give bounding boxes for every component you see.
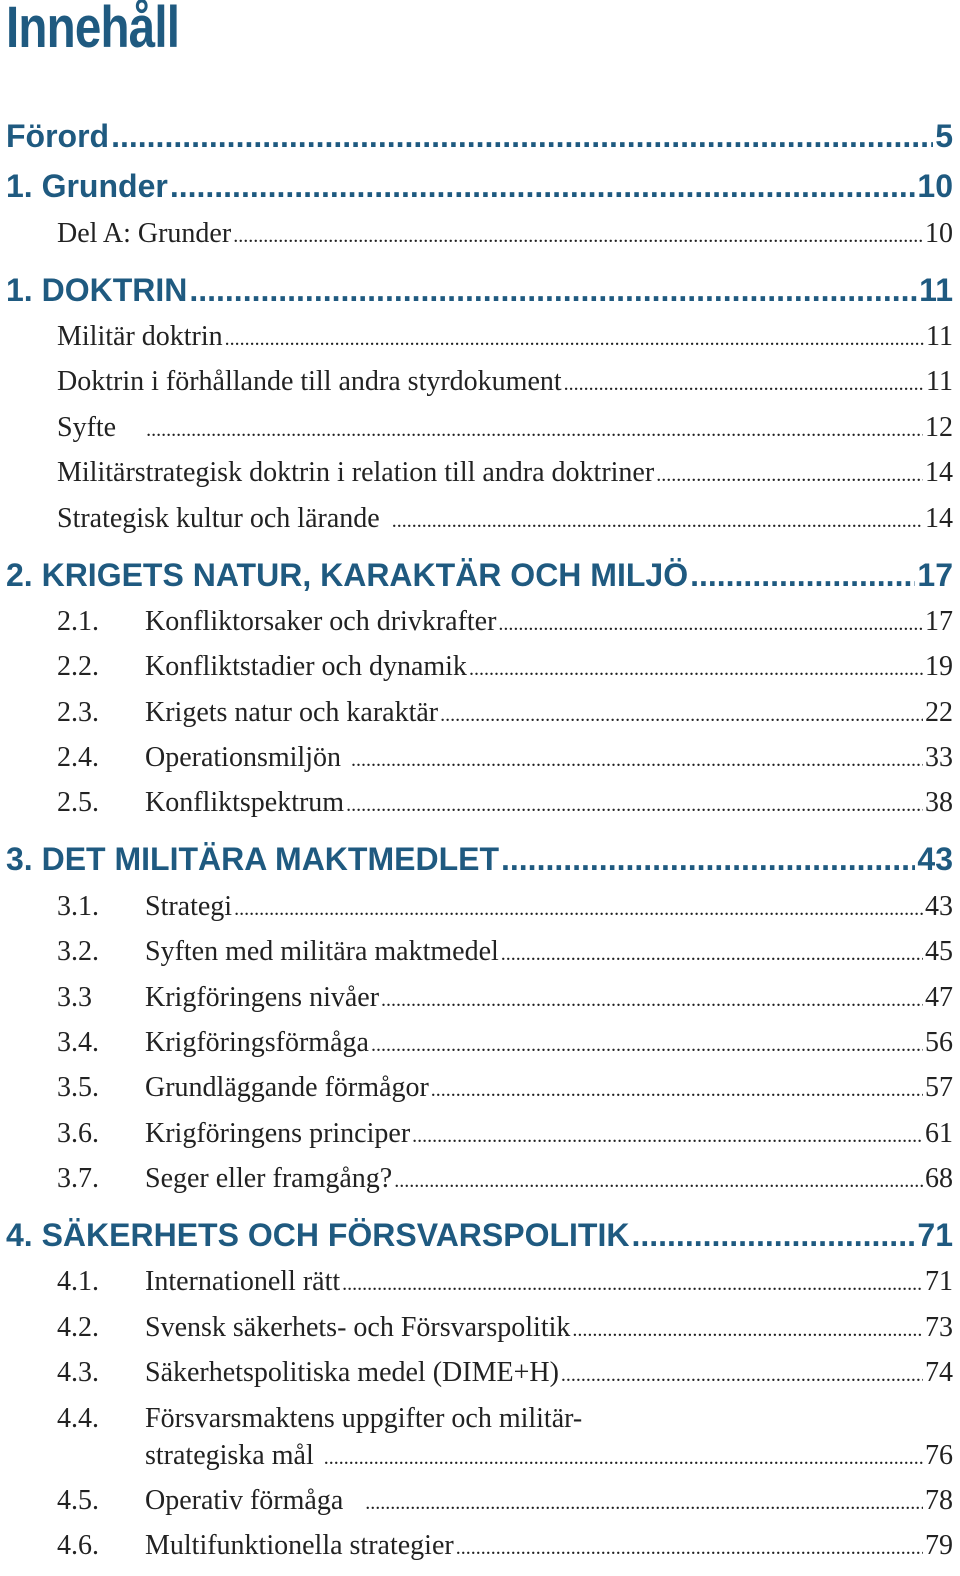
toc-entry-label: 1. Grunder [6, 168, 168, 204]
toc-entry-label: Säkerhetspolitiska medel (DIME+H) [145, 1357, 559, 1388]
dot-leader [371, 1034, 923, 1057]
section-number: 3.4. [57, 1027, 99, 1058]
toc-entry-label: Internationell rätt [145, 1266, 341, 1297]
toc-chapter-doktrin[interactable] [6, 272, 953, 309]
dot-leader [365, 1492, 923, 1515]
dot-leader [146, 419, 923, 442]
dot-leader [324, 1447, 923, 1470]
dot-leader [225, 328, 924, 351]
section-number: 2.4. [57, 742, 99, 773]
toc-entry[interactable] [57, 651, 953, 683]
section-number: 2.2. [57, 651, 99, 682]
toc-page-number: 45 [925, 936, 953, 967]
toc-entry[interactable] [57, 412, 953, 444]
toc-page-number: 76 [925, 1440, 953, 1471]
toc-entry-label: Syfte [57, 412, 117, 443]
toc-entry[interactable] [57, 1530, 953, 1562]
section-number: 4.2. [57, 1312, 99, 1343]
toc-entry-foreword[interactable] [6, 118, 953, 155]
page-title: Innehåll [6, 0, 180, 60]
dot-leader [189, 272, 917, 309]
toc-entry[interactable] [57, 1072, 953, 1104]
dot-leader [233, 225, 923, 248]
dot-leader [440, 704, 923, 727]
toc-entry[interactable] [57, 742, 953, 774]
dot-leader [111, 118, 933, 155]
toc-page-number: 33 [925, 742, 953, 773]
toc-entry-label: Förord [6, 118, 110, 154]
toc-entry-label: Grundläggande förmågor [145, 1072, 429, 1103]
dot-leader [564, 373, 924, 396]
toc-entry[interactable] [57, 1027, 953, 1059]
dot-leader [431, 1079, 923, 1102]
toc-entry[interactable] [57, 1357, 953, 1389]
toc-entry-label: Del A: Grunder [57, 218, 232, 249]
toc-page-number: 14 [925, 457, 953, 488]
dot-leader [501, 841, 915, 878]
toc-entry[interactable] [57, 982, 953, 1014]
toc-page-number: 43 [925, 891, 953, 922]
toc-entry[interactable] [57, 936, 953, 968]
section-number: 3.7. [57, 1163, 99, 1194]
toc-entry[interactable] [57, 503, 953, 535]
dot-leader [656, 464, 923, 487]
toc-page-number: 68 [925, 1163, 953, 1194]
toc-page-number: 10 [917, 168, 953, 204]
toc-entry[interactable] [57, 1312, 953, 1344]
section-number: 4.1. [57, 1266, 99, 1297]
toc-chapter-4[interactable] [6, 1217, 953, 1254]
toc-entry[interactable] [57, 1118, 953, 1150]
section-number: 2.1. [57, 606, 99, 637]
section-number: 4.3. [57, 1357, 99, 1388]
toc-chapter-label: 4. SÄKERHETS OCH FÖRSVARSPOLITIK [6, 1217, 630, 1253]
toc-entry-label: Militärstrategisk doktrin i relation till andra doktriner [57, 457, 655, 488]
toc-page-number: 43 [917, 841, 953, 877]
dot-leader [351, 749, 923, 772]
toc-entry[interactable] [57, 1485, 953, 1517]
toc-entry-label: Konfliktorsaker och drivkrafter [145, 606, 497, 637]
toc-entry-grunder[interactable] [6, 168, 953, 205]
section-number: 3.6. [57, 1118, 99, 1149]
toc-page-number: 11 [919, 272, 953, 308]
toc-entry-wrapped-second-line[interactable] [145, 1440, 953, 1472]
toc-entry-label: strategiska mål [145, 1440, 314, 1471]
dot-leader [572, 1319, 923, 1342]
toc-entry-label: Operativ förmåga [145, 1485, 344, 1516]
toc-page-number: 57 [925, 1072, 953, 1103]
toc-page-number: 17 [917, 557, 953, 593]
toc-entry-label: Seger eller framgång? [145, 1163, 393, 1194]
toc-chapter-3[interactable] [6, 841, 953, 878]
toc-entry-label: Krigföringens nivåer [145, 982, 380, 1013]
section-number: 3.1. [57, 891, 99, 922]
toc-entry-label: Operationsmiljön [145, 742, 341, 773]
toc-entry-wrapped-first-line[interactable] [57, 1403, 582, 1435]
dot-leader [234, 898, 923, 921]
toc-entry[interactable] [57, 366, 953, 398]
dot-leader [690, 557, 915, 594]
toc-entry-label: Svensk säkerhets- och Försvarspolitik [145, 1312, 571, 1343]
dot-leader [631, 1217, 915, 1254]
toc-entry[interactable] [57, 697, 953, 729]
toc-page-number: 14 [925, 503, 953, 534]
toc-entry-label: Strategi [145, 891, 233, 922]
dot-leader [342, 1273, 923, 1296]
dot-leader [170, 168, 916, 205]
toc-entry-label: Syften med militära maktmedel [145, 936, 499, 967]
toc-chapter-2[interactable] [6, 557, 953, 594]
toc-entry-label-line1: Försvarsmaktens uppgifter och militär- [145, 1403, 583, 1434]
section-number: 3.3 [57, 982, 92, 1013]
toc-page-number: 22 [925, 697, 953, 728]
toc-entry-label: Militär doktrin [57, 321, 223, 352]
section-number: 3.5. [57, 1072, 99, 1103]
toc-page-number: 12 [925, 412, 953, 443]
dot-leader [346, 794, 923, 817]
toc-page-number: 5 [935, 118, 953, 154]
section-number: 4.5. [57, 1485, 99, 1516]
toc-page-number: 78 [925, 1485, 953, 1516]
toc-entry-label: Strategisk kultur och lärande [57, 503, 380, 534]
dot-leader [498, 613, 923, 636]
toc-entry-label: Krigets natur och karaktär [145, 697, 439, 728]
toc-page-number: 10 [925, 218, 953, 249]
dot-leader [456, 1537, 923, 1560]
toc-entry[interactable] [57, 1266, 953, 1298]
toc-chapter-label: 3. DET MILITÄRA MAKTMEDLET [6, 841, 499, 877]
toc-entry-label: Konfliktstadier och dynamik [145, 651, 467, 682]
section-number: 4.4. [57, 1403, 99, 1434]
toc-page-number: 19 [925, 651, 953, 682]
toc-entry-del-a[interactable] [57, 218, 953, 250]
toc-page-number: 71 [925, 1266, 953, 1297]
section-number: 4.6. [57, 1530, 99, 1561]
toc-entry-label: Krigföringsförmåga [145, 1027, 369, 1058]
toc-page-number: 74 [925, 1357, 953, 1388]
toc-entry[interactable] [57, 457, 953, 489]
dot-leader [469, 658, 923, 681]
toc-chapter-label: 2. KRIGETS NATUR, KARAKTÄR OCH MILJÖ [6, 557, 689, 593]
dot-leader [381, 989, 923, 1012]
toc-page-number: 61 [925, 1118, 953, 1149]
toc-chapter-label: 1. DOKTRIN [6, 272, 188, 308]
toc-entry-label: Multifunktionella strategier [145, 1530, 454, 1561]
toc-entry[interactable] [57, 891, 953, 923]
toc-page-number: 38 [925, 787, 953, 818]
toc-page-number: 17 [925, 606, 953, 637]
dot-leader [394, 1170, 923, 1193]
dot-leader [501, 943, 923, 966]
toc-entry[interactable] [57, 787, 953, 819]
toc-entry[interactable] [57, 606, 953, 638]
toc-entry-label: Krigföringens principer [145, 1118, 411, 1149]
toc-page-number: 11 [926, 366, 953, 397]
toc-page-number: 73 [925, 1312, 953, 1343]
dot-leader [392, 510, 923, 533]
section-number: 2.3. [57, 697, 99, 728]
dot-leader [412, 1125, 923, 1148]
toc-page-number: 11 [926, 321, 953, 352]
toc-entry[interactable] [57, 1163, 953, 1195]
toc-page-number: 47 [925, 982, 953, 1013]
toc-entry-label: Konfliktspektrum [145, 787, 345, 818]
toc-page-number: 56 [925, 1027, 953, 1058]
section-number: 3.2. [57, 936, 99, 967]
toc-page-number: 71 [917, 1217, 953, 1253]
toc-entry-label: Doktrin i förhållande till andra styrdokument [57, 366, 562, 397]
toc-entry[interactable] [57, 321, 953, 353]
section-number: 2.5. [57, 787, 99, 818]
toc-page-number: 79 [925, 1530, 953, 1561]
dot-leader [561, 1364, 923, 1387]
